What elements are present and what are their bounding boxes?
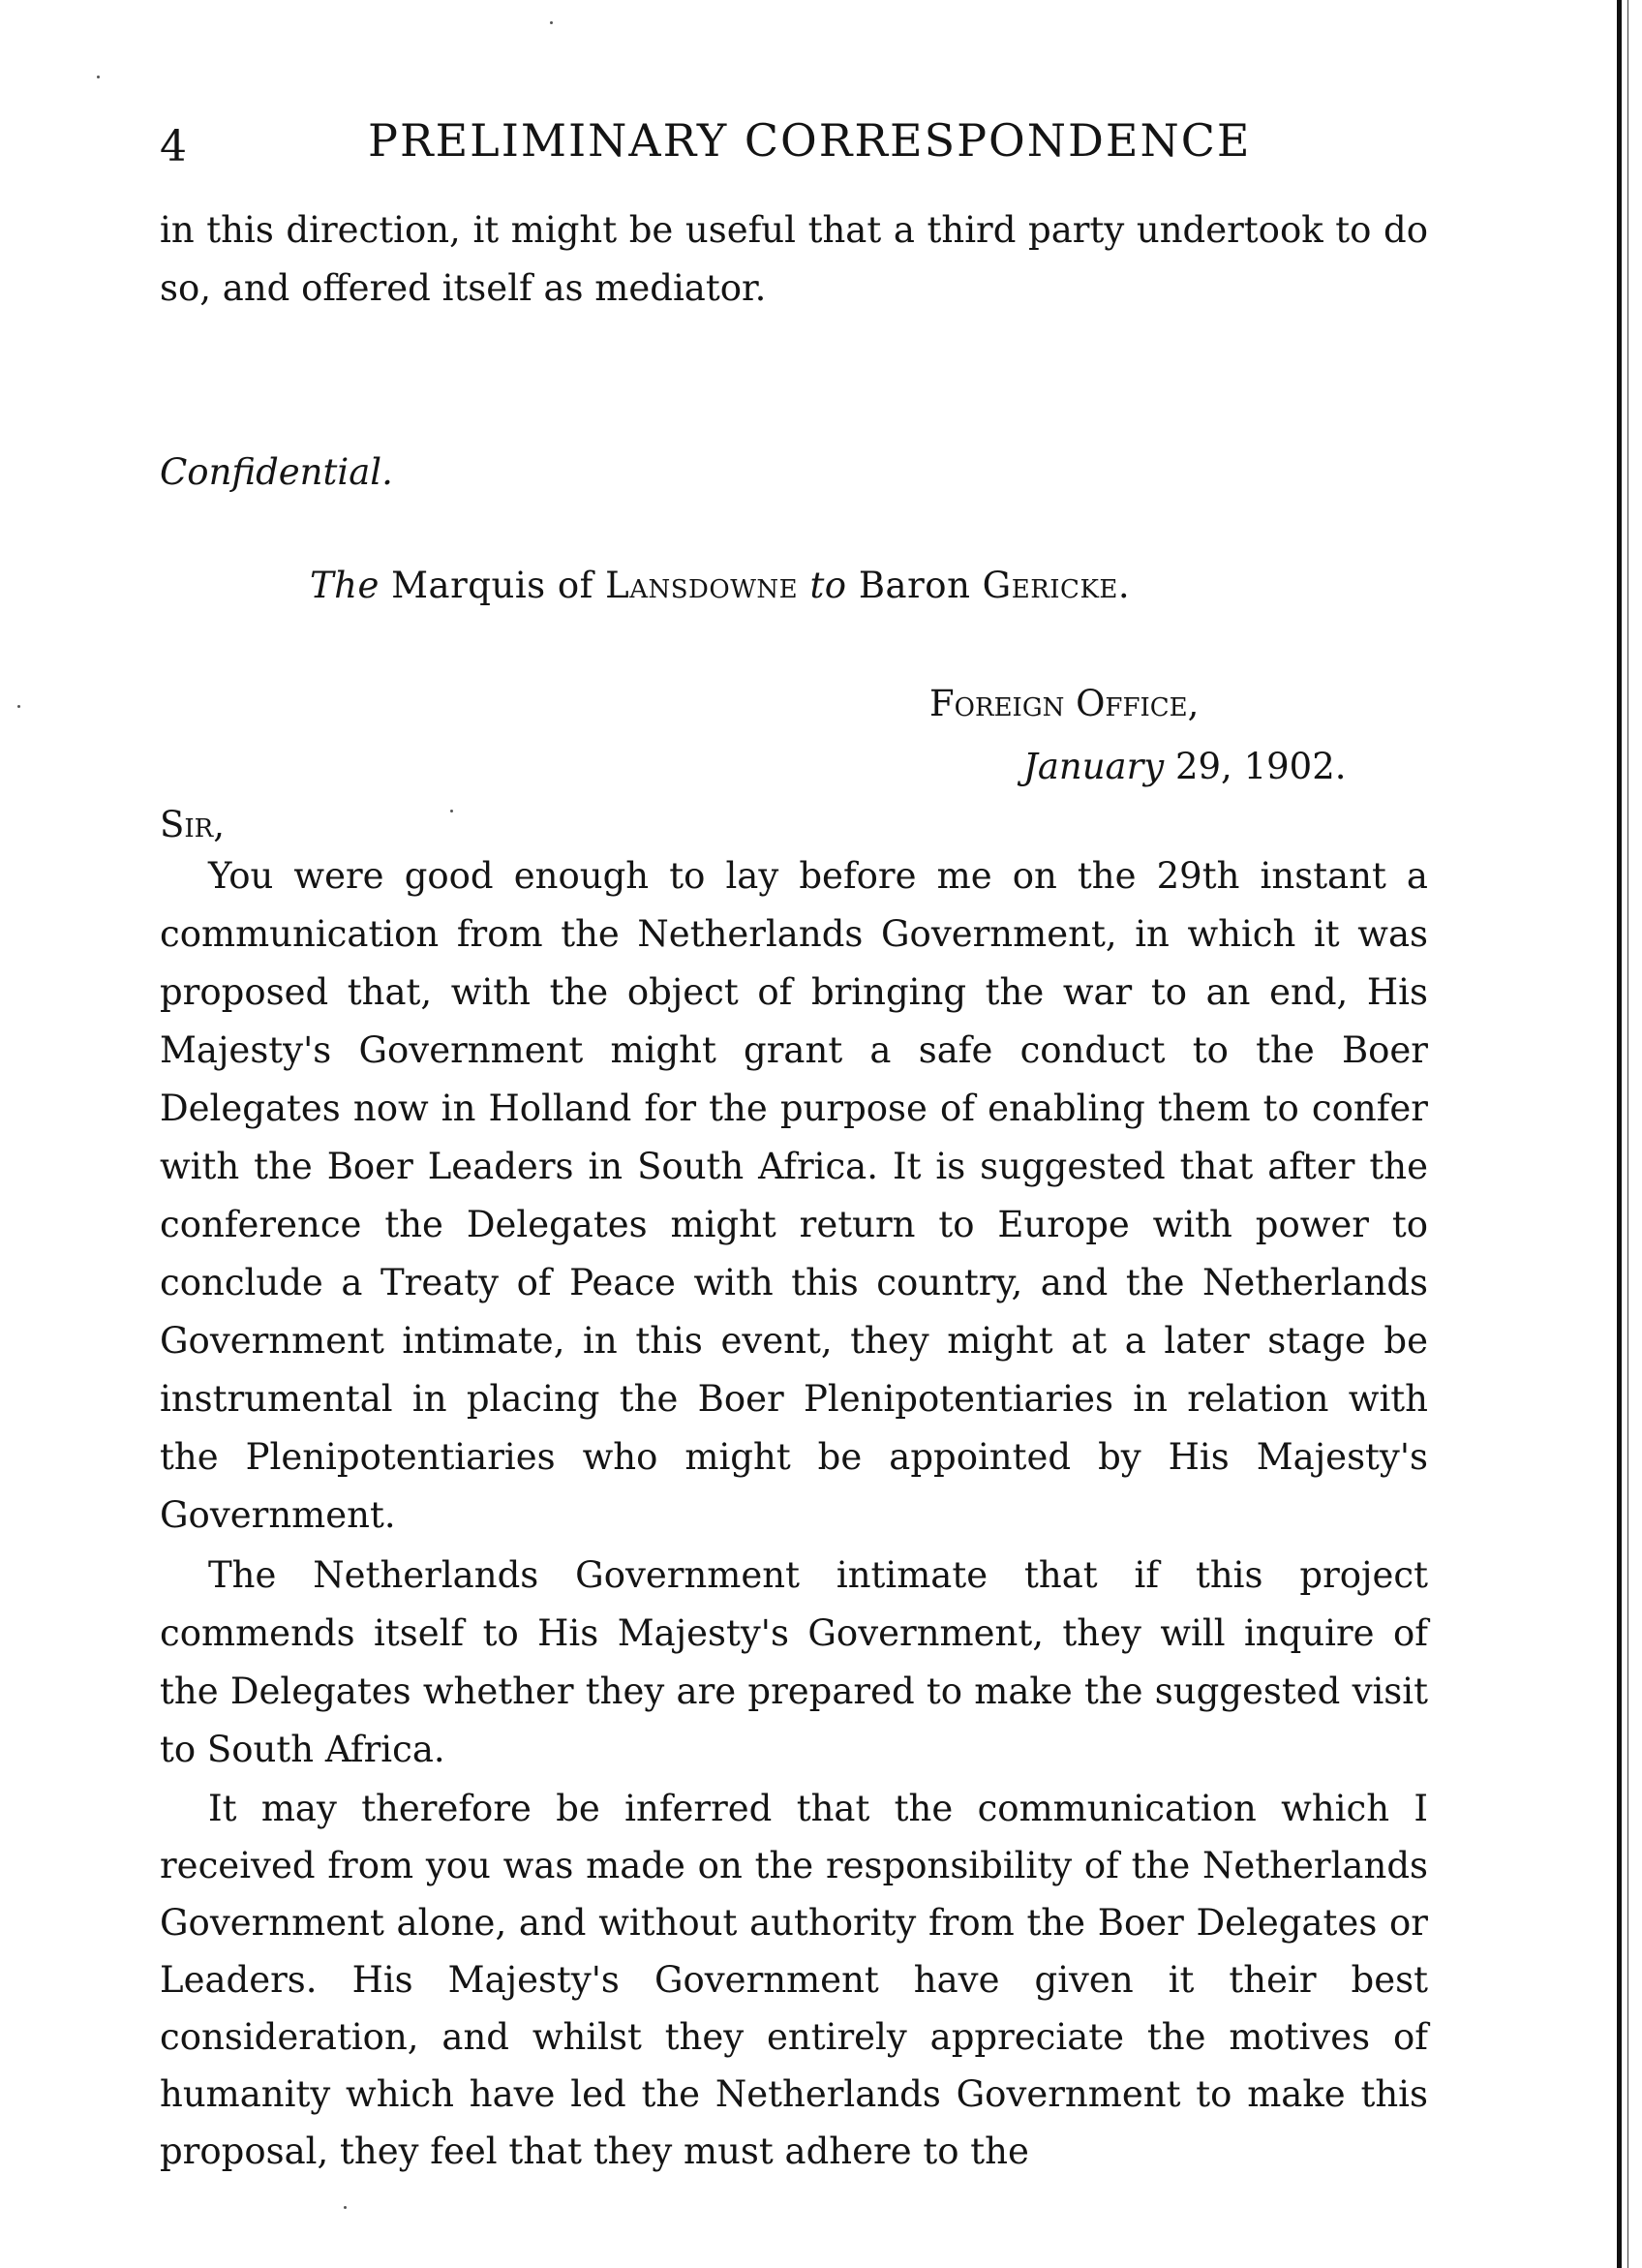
letter-heading [310,565,1130,606]
date-month: January [1023,746,1165,787]
heading-lansdowne: Lansdowne [605,565,799,606]
confidential-label: Confidential. [160,451,393,493]
sender-address: Foreign Office, [929,683,1200,724]
heading-the: The [310,565,380,606]
heading-marquis: Marquis of [391,565,593,606]
scan-edge-line-thin [1627,0,1628,2268]
scan-speck [97,76,100,78]
continuation-paragraph: in this direction, it might be useful that a third party undertook to do so, and offered itself as mediator. [160,209,1428,309]
salutation: Sir, [160,804,225,845]
letter-date [1023,746,1347,787]
date-day-year: 29, 1902. [1174,746,1347,787]
heading-gericke: Gericke. [982,565,1131,606]
heading-to: to [809,565,847,606]
scan-speck [17,705,20,708]
scan-speck [450,810,453,812]
heading-baron: Baron [858,565,971,606]
body-paragraph-1: You were good enough to lay before me on the 29th instant a communication from the Netherlands Government, in which it was proposed that, with the object of bringing the war to an end, His Majesty's Government might grant a safe conduct to the Boer Delegates now in Holland for the purpose of enabling them to confer with the Boer Leaders in South Africa. It is suggested that after the conference the Delegates might return to Europe with power to conclude a Treaty of Peace with this country, and the Netherlands Government intimate, in this event, they might at a later stage be instrumental in placing the Boer Plenipotentiaries in relation with the Plenipotentiaries who might be appointed by His Majesty's Government. [160,855,1428,1536]
body-paragraph-3: It may therefore be inferred that the communication which I received from you was made on the responsibility of the Netherlands Government alone, and without authority from the Boer Delegates or Leaders. His Majesty's Government have given it their best consideration, and whilst they entirely appreciate the motives of humanity which have led the Netherlands Government to make this proposal, they feel that they must adhere to the [160,1788,1428,2172]
running-title: PRELIMINARY CORRESPONDENCE [368,114,1252,167]
scan-edge-line [1617,0,1622,2268]
page-header [160,114,1428,182]
scan-speck [344,2206,347,2209]
body-paragraph-2: The Netherlands Government intimate that if this project commends itself to His Majesty's Government, they will inquire of the Delegates whether they are prepared to make the suggested visit to South Africa. [160,1554,1428,1770]
scan-speck [550,21,553,24]
page-number: 4 [160,122,188,171]
